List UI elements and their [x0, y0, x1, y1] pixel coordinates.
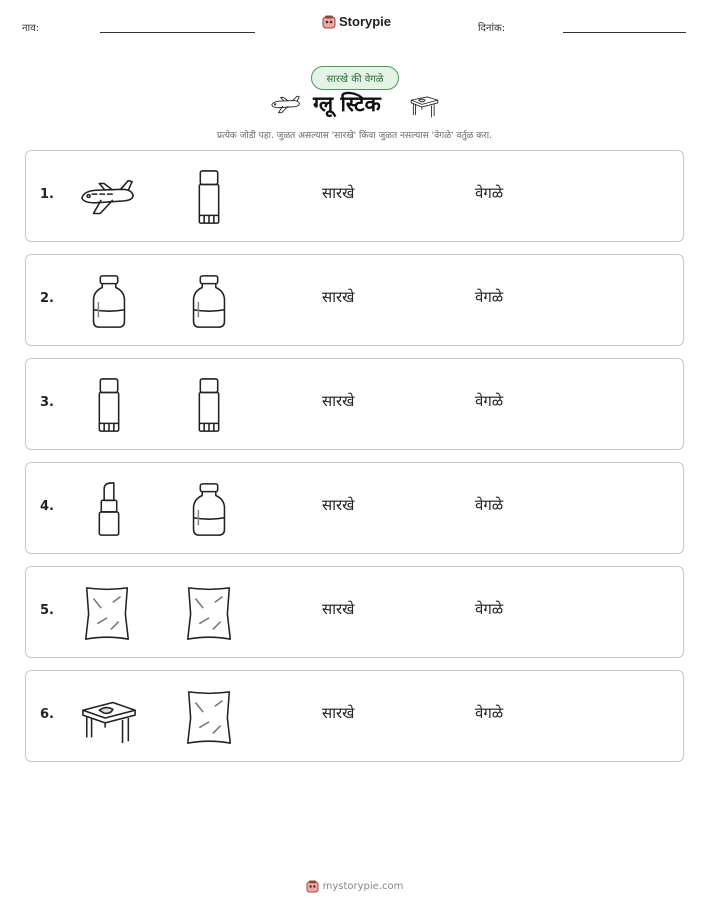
storypie-mascot-icon	[306, 880, 319, 893]
different-option[interactable]: वेगळे	[475, 184, 504, 202]
question-number: 1.	[40, 187, 54, 202]
question-number: 6.	[40, 707, 54, 722]
brand-name: Storypie	[339, 14, 392, 29]
table-icon	[80, 689, 138, 747]
different-option[interactable]: वेगळे	[475, 600, 504, 618]
same-option[interactable]: सारखे	[322, 496, 355, 514]
footer	[0, 880, 709, 893]
different-option[interactable]: वेगळे	[475, 704, 504, 722]
glue-stick-icon	[180, 169, 238, 227]
worksheet-type-badge: सारखे की वेगळे	[311, 66, 399, 90]
airplane-icon	[268, 94, 302, 116]
name-label: नाव:	[22, 23, 40, 34]
same-option[interactable]: सारखे	[322, 392, 355, 410]
question-row	[25, 566, 684, 658]
date-line[interactable]	[563, 32, 686, 33]
same-option[interactable]: सारखे	[322, 184, 355, 202]
worksheet-title: ग्लू स्टिक	[313, 92, 381, 116]
glue-stick-icon	[80, 377, 138, 435]
instructions: प्रत्येक जोडी पहा. जुळत असल्यास 'सारखे' किंवा जुळत नसल्यास 'वेगळे' वर्तुळ करा.	[216, 131, 492, 141]
table-icon	[408, 92, 440, 120]
airplane-icon	[78, 169, 136, 227]
question-row	[25, 358, 684, 450]
same-option[interactable]: सारखे	[322, 704, 355, 722]
glue-stick-icon	[180, 377, 238, 435]
footer-site-link[interactable]: mystorypie.com	[322, 881, 404, 892]
different-option[interactable]: वेगळे	[475, 392, 504, 410]
plastic-bag-icon	[180, 585, 238, 643]
question-row	[25, 670, 684, 762]
jar-icon	[80, 273, 138, 331]
lipstick-icon	[80, 481, 138, 539]
name-line[interactable]	[100, 32, 255, 33]
jar-icon	[180, 481, 238, 539]
question-row	[25, 462, 684, 554]
storypie-mascot-icon	[322, 15, 336, 29]
plastic-bag-icon	[180, 689, 238, 747]
question-number: 3.	[40, 395, 54, 410]
brand-logo	[322, 14, 391, 29]
jar-icon	[180, 273, 238, 331]
question-number: 2.	[40, 291, 54, 306]
question-row	[25, 254, 684, 346]
different-option[interactable]: वेगळे	[475, 496, 504, 514]
date-label: दिनांक:	[478, 23, 506, 34]
same-option[interactable]: सारखे	[322, 600, 355, 618]
different-option[interactable]: वेगळे	[475, 288, 504, 306]
plastic-bag-icon	[78, 585, 136, 643]
question-number: 5.	[40, 603, 54, 618]
question-row	[25, 150, 684, 242]
question-number: 4.	[40, 499, 54, 514]
same-option[interactable]: सारखे	[322, 288, 355, 306]
